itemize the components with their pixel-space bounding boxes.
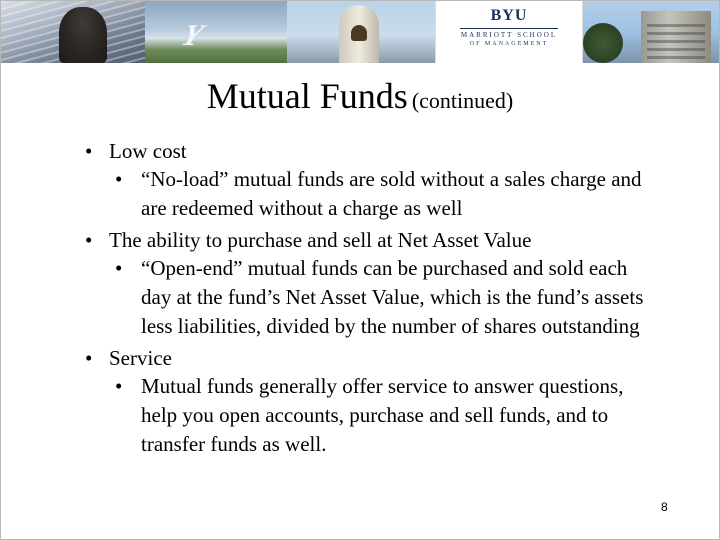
statue-photo xyxy=(1,1,145,63)
logo-line-1: MARRIOTT SCHOOL xyxy=(460,31,558,39)
slide-title xyxy=(1,75,719,117)
sub-bullet-marker: • xyxy=(115,167,123,191)
building-photo xyxy=(583,1,720,63)
sub-bullet-item xyxy=(81,165,661,223)
bullet-marker: • xyxy=(85,139,93,163)
y-mountain-logo: Y xyxy=(177,19,206,52)
bullet-marker: • xyxy=(85,346,93,370)
bullet-item xyxy=(81,137,661,165)
mountain-photo xyxy=(145,1,287,63)
bell-tower-photo xyxy=(287,1,435,63)
title-main: Mutual Funds xyxy=(206,76,408,116)
bullet-marker: • xyxy=(85,228,93,252)
sub-bullet-marker: • xyxy=(115,374,123,398)
header-banner xyxy=(1,1,720,63)
sub-bullet-text: “Open-end” mutual funds can be purchased and sold each day at the fund’s Net Asset Value, which is the fund’s assets less liabilities, divided by the number of shares outstanding xyxy=(141,256,644,338)
bullet-item xyxy=(81,226,661,254)
bullet-text: Low cost xyxy=(109,139,187,163)
title-subtitle: (continued) xyxy=(411,88,514,113)
bullet-item xyxy=(81,344,661,372)
page-number: 8 xyxy=(661,500,668,514)
bullet-text: The ability to purchase and sell at Net Asset Value xyxy=(109,228,532,252)
sub-bullet-marker: • xyxy=(115,256,123,280)
logo-divider xyxy=(460,28,558,29)
bullet-list xyxy=(81,134,661,459)
bullet-text: Service xyxy=(109,346,172,370)
logo-name: BYU xyxy=(490,7,528,24)
sub-bullet-text: Mutual funds generally offer service to answer questions, help you open accounts, purchase and sell funds, and to transfer funds as well. xyxy=(141,374,624,456)
logo-line-2: OF MANAGEMENT xyxy=(469,41,549,47)
statue-figure xyxy=(59,7,107,63)
byu-marriott-logo xyxy=(435,1,583,63)
building-shape xyxy=(641,11,711,63)
sub-bullet-text: “No-load” mutual funds are sold without a sales charge and are redeemed without a charge as well xyxy=(141,167,642,220)
bell-icon xyxy=(351,25,367,41)
sub-bullet-item xyxy=(81,372,661,459)
sub-bullet-item xyxy=(81,254,661,341)
tree-shape xyxy=(583,23,623,63)
